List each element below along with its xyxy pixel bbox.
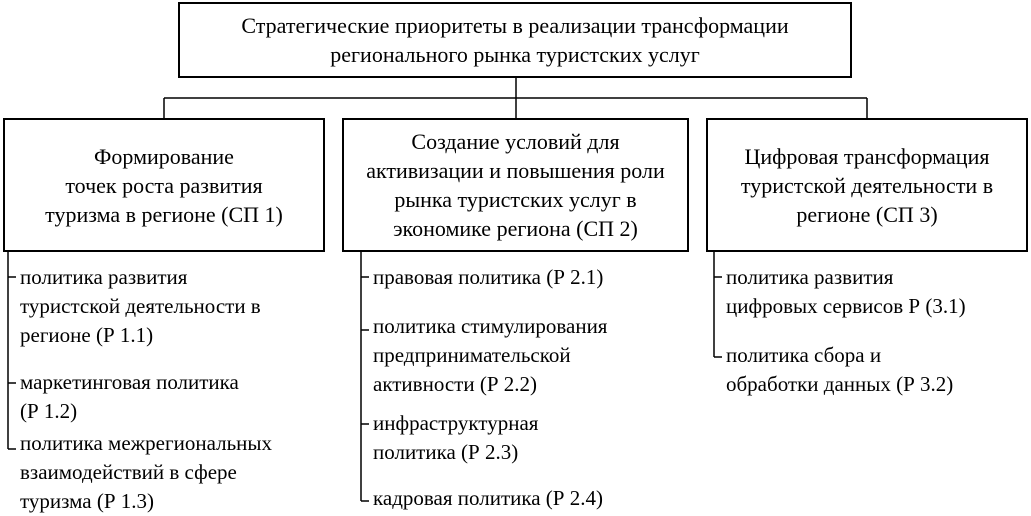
sp1-line-2: точек роста развития [65, 172, 263, 198]
p12-line-2: (Р 1.2) [20, 399, 78, 423]
main-goal-line-1: Стратегические приоритеты в реализации трансформации [241, 13, 789, 38]
sp3-line-2: туристской деятельности в [740, 172, 994, 198]
p11-line-1: политика развития [20, 265, 188, 289]
p31-line-2: цифровых сервисов Р (3.1) [726, 294, 966, 318]
policy-item-p21 [373, 263, 603, 292]
p11-line-2: туристской деятельности в [20, 294, 261, 318]
policy-item-p23 [373, 409, 538, 467]
policy-item-p24 [373, 484, 603, 513]
sp3-line-1: Цифровая трансформация [744, 143, 990, 169]
p24-line-1: кадровая политика (Р 2.4) [373, 486, 603, 510]
p32-line-1: политика сбора и [726, 343, 882, 367]
sp2-line-2: активизации и повышения роли [366, 158, 665, 183]
main-goal-line-2: регионального рынка туристских услуг [330, 42, 700, 67]
p31-line-1: политика развития [726, 265, 894, 289]
priority-box-sp2 [342, 118, 689, 252]
p32-line-2: обработки данных (Р 3.2) [726, 372, 954, 396]
sp1-line-1: Формирование [94, 143, 234, 169]
policy-item-p32 [726, 341, 953, 399]
policy-item-p22 [373, 312, 607, 399]
sp2-line-4: экономике региона (СП 2) [393, 216, 638, 241]
p13-line-2: взаимодействий в сфере [20, 460, 237, 484]
policy-item-p12 [20, 368, 239, 426]
sp1-line-3: туризма в регионе (СП 1) [45, 201, 283, 227]
policy-item-p31 [726, 263, 966, 321]
p13-line-1: политика межрегиональных [20, 431, 272, 455]
main-goal-box [178, 2, 852, 78]
p13-line-3: туризма (Р 1.3) [20, 489, 155, 513]
priority-box-sp1 [3, 118, 325, 252]
p21-line-1: правовая политика (Р 2.1) [373, 265, 604, 289]
p22-line-1: политика стимулирования [373, 314, 608, 338]
sp2-line-1: Создание условий для [411, 129, 620, 154]
priority-box-sp3 [706, 118, 1028, 252]
policy-item-p13 [20, 429, 272, 516]
sp3-line-3: регионе (СП 3) [796, 201, 938, 227]
sp2-line-3: рынка туристских услуг в [394, 187, 637, 212]
p23-line-2: политика (Р 2.3) [373, 440, 519, 464]
policy-item-p11 [20, 263, 261, 350]
p22-line-2: предпринимательской [373, 343, 571, 367]
p11-line-3: регионе (Р 1.1) [20, 323, 154, 347]
p23-line-1: инфраструктурная [373, 411, 539, 435]
p12-line-1: маркетинговая политика [20, 370, 239, 394]
p22-line-3: активности (Р 2.2) [373, 372, 537, 396]
